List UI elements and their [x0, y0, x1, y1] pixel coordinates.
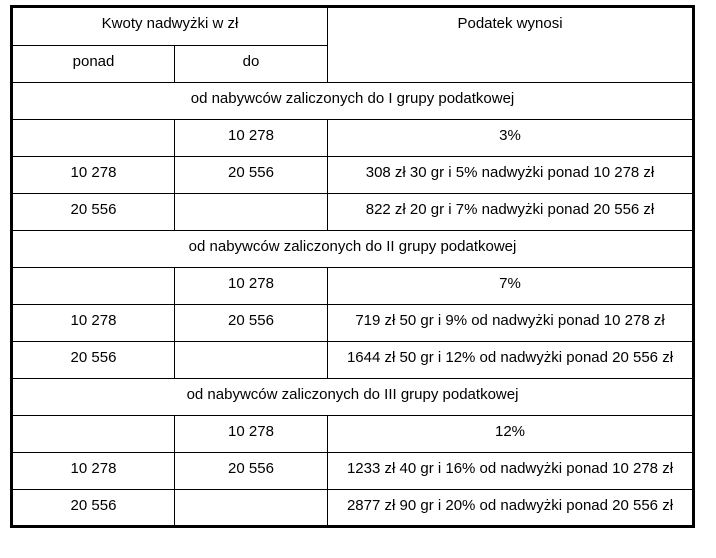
cell-over: 20 556 [12, 342, 175, 379]
cell-tax: 719 zł 50 gr i 9% od nadwyżki ponad 10 278 zł [328, 305, 694, 342]
cell-over: 10 278 [12, 157, 175, 194]
subheader-to: do [175, 46, 328, 83]
cell-to: 20 556 [175, 305, 328, 342]
cell-over: 10 278 [12, 305, 175, 342]
table-row [12, 268, 694, 305]
cell-to: 10 278 [175, 268, 328, 305]
cell-over [12, 416, 175, 453]
cell-over: 10 278 [12, 453, 175, 490]
cell-over: 20 556 [12, 490, 175, 527]
cell-to: 20 556 [175, 157, 328, 194]
header-tax: Podatek wynosi [328, 7, 694, 83]
cell-over: 20 556 [12, 194, 175, 231]
cell-tax: 308 zł 30 gr i 5% nadwyżki ponad 10 278 zł [328, 157, 694, 194]
table-row [12, 416, 694, 453]
table-row [12, 490, 694, 527]
table-row [12, 342, 694, 379]
cell-tax: 12% [328, 416, 694, 453]
cell-to: 10 278 [175, 416, 328, 453]
cell-to [175, 342, 328, 379]
table-row [12, 120, 694, 157]
section-title-group2: od nabywców zaliczonych do II grupy podatkowej [12, 231, 694, 268]
cell-tax: 1644 zł 50 gr i 12% od nadwyżki ponad 20 556 zł [328, 342, 694, 379]
cell-over [12, 120, 175, 157]
table-row [12, 305, 694, 342]
table-row [12, 157, 694, 194]
section-title-group1: od nabywców zaliczonych do I grupy podatkowej [12, 83, 694, 120]
cell-tax: 2877 zł 90 gr i 20% od nadwyżki ponad 20 556 zł [328, 490, 694, 527]
cell-to: 20 556 [175, 453, 328, 490]
cell-tax: 822 zł 20 gr i 7% nadwyżki ponad 20 556 zł [328, 194, 694, 231]
cell-tax: 3% [328, 120, 694, 157]
cell-to: 10 278 [175, 120, 328, 157]
cell-tax: 7% [328, 268, 694, 305]
cell-tax: 1233 zł 40 gr i 16% od nadwyżki ponad 10 278 zł [328, 453, 694, 490]
section-title-group3: od nabywców zaliczonych do III grupy podatkowej [12, 379, 694, 416]
subheader-over: ponad [12, 46, 175, 83]
cell-to [175, 194, 328, 231]
table-row [12, 194, 694, 231]
cell-to [175, 490, 328, 527]
cell-over [12, 268, 175, 305]
header-amounts: Kwoty nadwyżki w zł [12, 7, 328, 46]
tax-scale-table [10, 5, 695, 528]
table-row [12, 453, 694, 490]
